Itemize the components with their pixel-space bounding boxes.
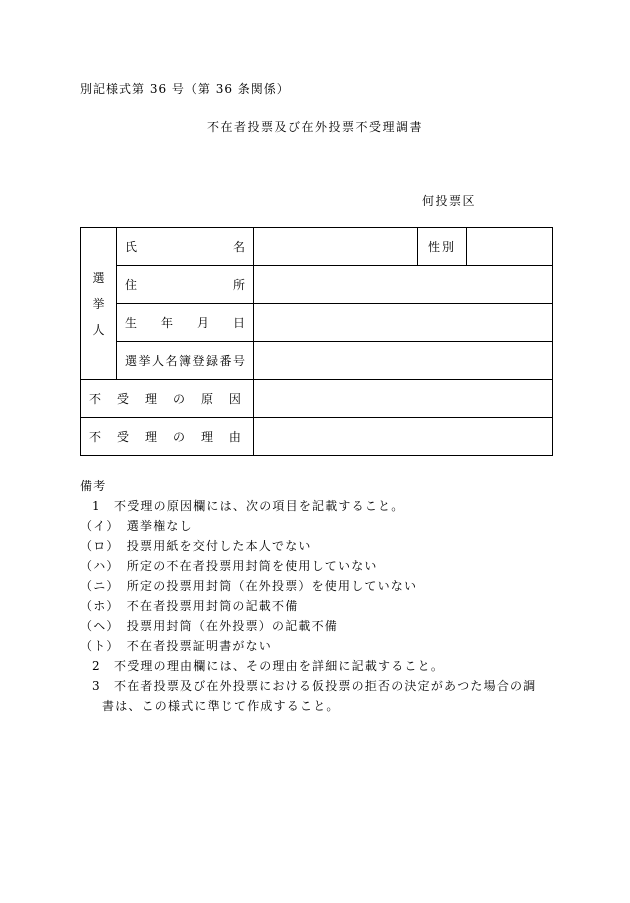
cause-label-char: 因: [228, 392, 241, 406]
rejection-reason-field[interactable]: [254, 418, 553, 456]
note-subitem: （ニ） 所定の投票用封筒（在外投票）を使用していない: [80, 579, 418, 593]
note-subitem: （ロ） 投票用紙を交付した本人でない: [80, 539, 312, 553]
cause-label-char: の: [172, 392, 185, 406]
voter-char-1: 選: [92, 270, 105, 285]
gender-label: 性別: [418, 228, 467, 266]
voter-group-label: [81, 228, 117, 380]
address-label-char: 住: [125, 278, 138, 292]
gender-field[interactable]: [467, 228, 553, 266]
cause-label-char: 不: [89, 392, 102, 406]
registry-number-label: 選挙人名簿登録番号: [117, 342, 254, 380]
note-subitem: （ホ） 不在者投票用封筒の記載不備: [80, 599, 299, 613]
notes-heading: 備考: [80, 479, 107, 493]
address-field[interactable]: [254, 266, 553, 304]
document-title: 不在者投票及び在外投票不受理調書: [206, 120, 423, 134]
note-subitem: （ハ） 所定の不在者投票用封筒を使用していない: [80, 559, 378, 573]
cause-row: [81, 380, 553, 418]
note-subitem: （ト） 不在者投票証明書がない: [80, 639, 273, 653]
rejection-cause-field[interactable]: [254, 380, 553, 418]
address-row: [81, 266, 553, 304]
note-item-1: 1 不受理の原因欄には、次の項目を記載すること。: [92, 499, 405, 513]
registry-number-field[interactable]: [254, 342, 553, 380]
reason-label-char: 理: [144, 430, 157, 444]
note-item-3: 3 不在者投票及び在外投票における仮投票の拒否の決定があつた場合の調: [92, 679, 537, 693]
notes-section: [80, 476, 560, 716]
note-item-3-continuation: 書は、この様式に準じて作成すること。: [102, 699, 340, 713]
birthdate-row: [81, 304, 553, 342]
birth-label-char: 日: [232, 316, 245, 330]
birth-label-char: 月: [196, 316, 209, 330]
name-label: [117, 228, 254, 266]
name-label-char: 氏: [125, 240, 138, 254]
polling-district: 何投票区: [422, 194, 477, 208]
birth-label-char: 年: [160, 316, 173, 330]
cause-label-char: 理: [144, 392, 157, 406]
name-row: [81, 228, 553, 266]
birthdate-field[interactable]: [254, 304, 553, 342]
reason-label-char: 受: [116, 430, 129, 444]
name-field[interactable]: [254, 228, 418, 266]
registry-row: [81, 342, 553, 380]
address-label-char: 所: [232, 278, 245, 292]
voter-char-3: 人: [92, 322, 105, 337]
rejection-cause-label: [81, 380, 254, 418]
record-table: [80, 227, 553, 456]
reason-label-char: 理: [200, 430, 213, 444]
rejection-reason-label: [81, 418, 254, 456]
voter-char-2: 挙: [92, 296, 105, 311]
address-label: [117, 266, 254, 304]
birthdate-label: [117, 304, 254, 342]
reason-label-char: の: [172, 430, 185, 444]
cause-label-char: 原: [200, 392, 213, 406]
form-reference: 別記様式第 36 号（第 36 条関係）: [80, 82, 290, 96]
reason-label-char: 由: [228, 430, 241, 444]
reason-row: [81, 418, 553, 456]
reason-label-char: 不: [89, 430, 102, 444]
note-subitem: （ヘ） 投票用封筒（在外投票）の記載不備: [80, 619, 339, 633]
cause-label-char: 受: [116, 392, 129, 406]
note-subitem: （イ） 選挙権なし: [80, 519, 193, 533]
birth-label-char: 生: [125, 316, 138, 330]
note-item-2: 2 不受理の理由欄には、その理由を詳細に記載すること。: [92, 659, 445, 673]
name-label-char: 名: [232, 240, 245, 254]
